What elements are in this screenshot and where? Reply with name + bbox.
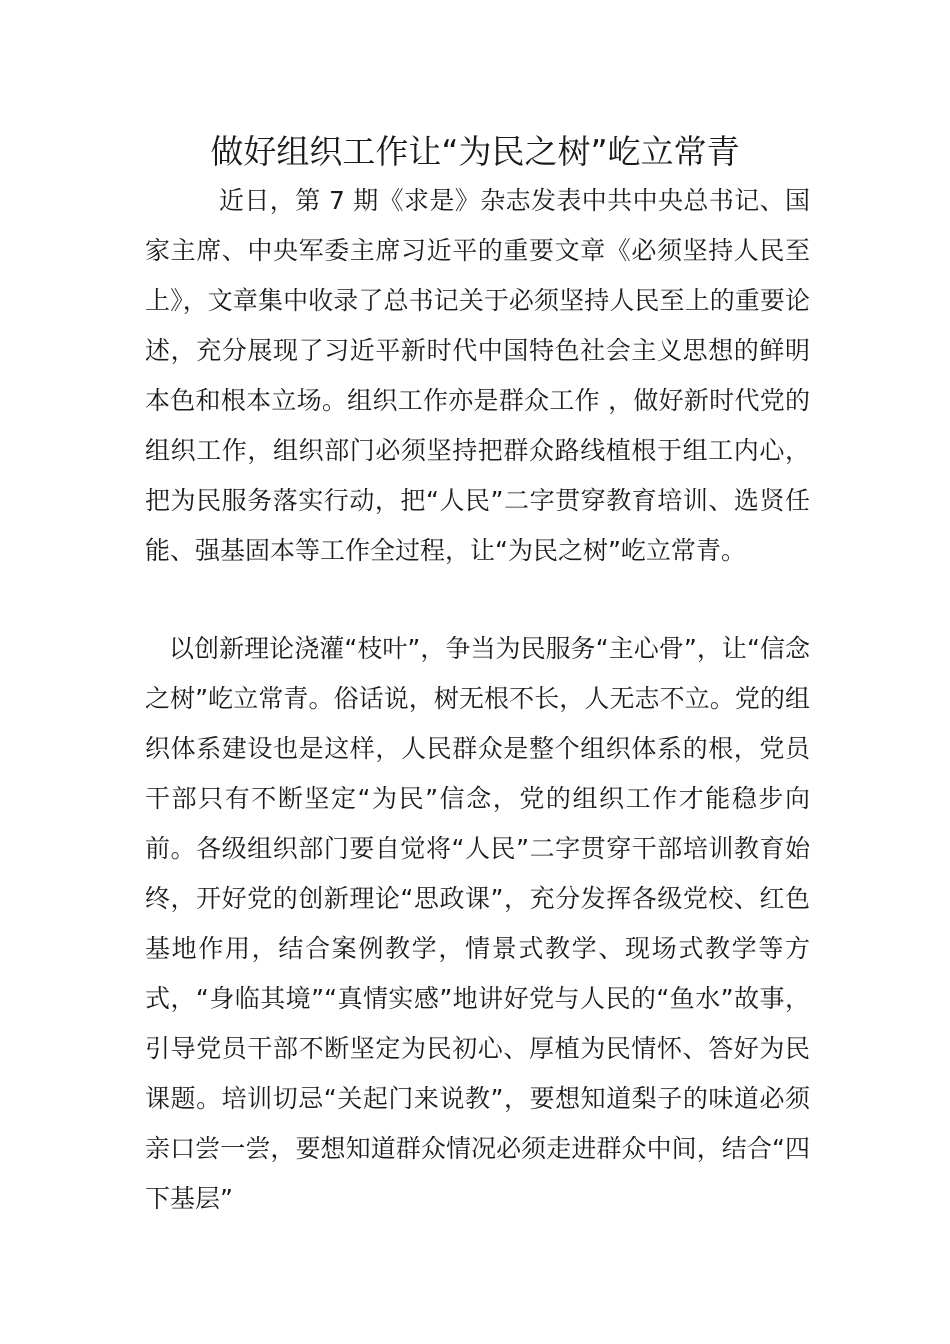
paragraph-1: 近日，第 7 期《求是》杂志发表中共中央总书记、国家主席、中央军委主席习近平的重要文章《必须坚持人民至上》，文章集中收录了总书记关于必须坚持人民至上的重要论述，充分展现了习近平新时代中国特色社会主义思想的鲜明本色和根本立场。组织工作亦是群众工作 ，做好新时代党的组织工作，组织部门必须坚持把群众路线植根于组工内心，把为民服务落实行动，把“人民”二字贯穿教育培训、选贤任能、强基固本等工作全过程，让“为民之树”屹立常青。 bbox=[145, 186, 810, 565]
document-title: 做好组织工作让“为民之树”屹立常青 bbox=[210, 132, 740, 171]
paragraph-2: 以创新理论浇灌“枝叶”，争当为民服务“主心骨”，让“信念之树”屹立常青。俗话说，树无根不长，人无志不立。党的组织体系建设也是这样，人民群众是整个组织体系的根，党员干部只有不断坚定“为民”信念，党的组织工作才能稳步向前。各级组织部门要自觉将“人民”二字贯穿干部培训教育始终，开好党的创新理论“思政课”，充分发挥各级党校、红色基地作用，结合案例教学，情景式教学、现场式教学等方式，“身临其境”“真情实感”地讲好党与人民的“鱼水”故事，引导党员干部不断坚定为民初心、厚植为民情怀、答好为民课题。培训切忌“关起门来说教”，要想知道梨子的味道必须亲口尝一尝，要想知道群众情况必须走进群众中间，结合“四下基层” bbox=[145, 634, 810, 1213]
